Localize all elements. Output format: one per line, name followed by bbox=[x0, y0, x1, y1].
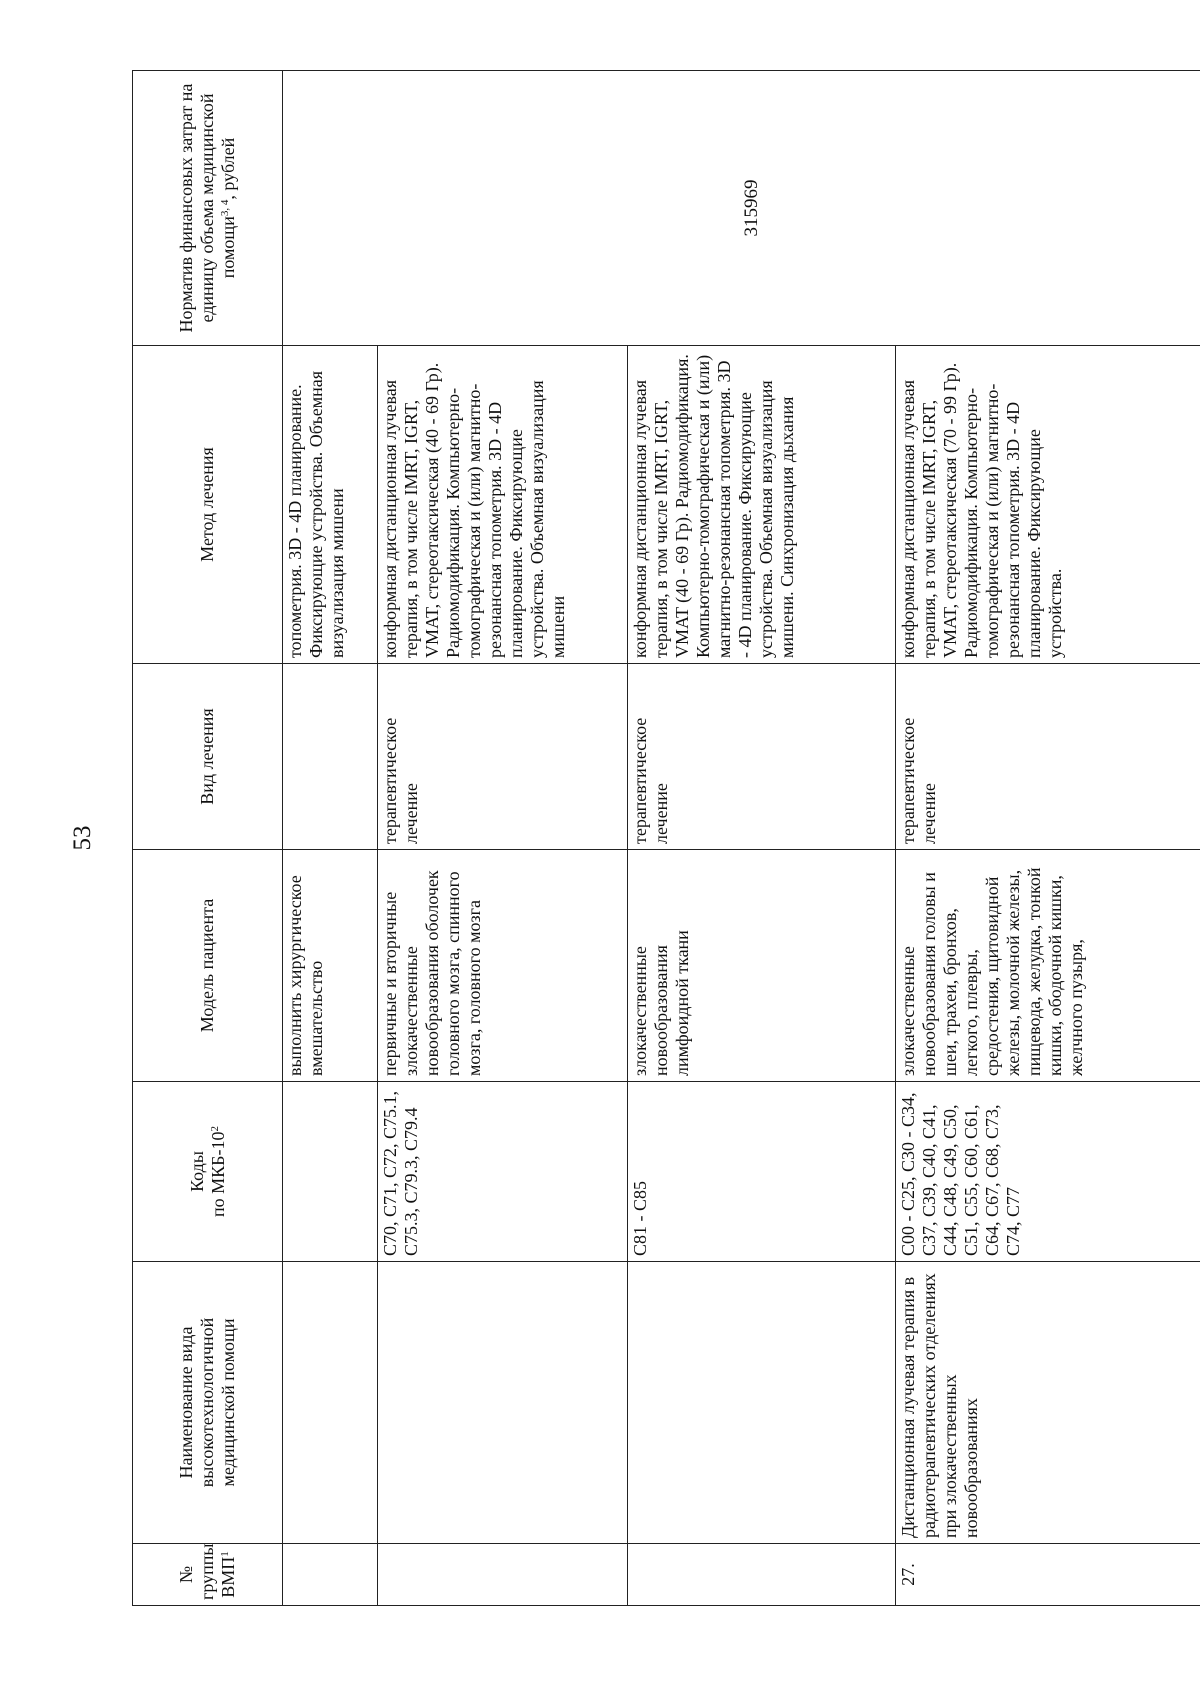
header-norm-tail: , рублей bbox=[218, 137, 238, 200]
cell-treatment-method: конформная дистанционная лучевая терапия, в том числе IMRT, IGRT, VMAT, стереотаксическая (40 - 69 Гр). Радиомодификация. Компьютерно-томографическая и (или) магнитно-резонансная топометрия. 3D - 4D планирование. Фиксирующие устройства. Объемная визуализация мишени bbox=[377, 346, 627, 664]
header-treatment-type: Вид лечения bbox=[133, 664, 283, 850]
cell-group-number bbox=[628, 1544, 896, 1606]
cell-patient-model: злокачественные новообразования головы и шеи, трахеи, бронхов, легкого, плевры, средостения, щитовидной железы, молочной железы, пищевода, желудка, тонкой кишки, ободочной кишки, желчного пузыря, bbox=[896, 850, 1200, 1082]
header-num-line2: группы bbox=[197, 1543, 217, 1600]
cell-group-number bbox=[377, 1544, 627, 1606]
header-vmp-name: Наименование вида высокотехнологичной медицинской помощи bbox=[133, 1262, 283, 1544]
cell-patient-model: выполнить хирургическое вмешательство bbox=[283, 850, 378, 1082]
cell-vmp-name bbox=[283, 1262, 378, 1544]
table-header-row bbox=[133, 71, 283, 1606]
vmp-table-frame bbox=[132, 70, 1200, 1606]
vmp-table bbox=[132, 70, 1200, 1606]
page-number: 53 bbox=[69, 825, 96, 851]
cell-treatment-method: конформная дистанционная лучевая терапия, в том числе IMRT, IGRT, VMAT, стереотаксическая (70 - 99 Гр). Радиомодификация. Компьютерно-томографическая и (или) магнитно-резонансная топометрия. 3D - 4D планирование. Фиксирующие устройства. bbox=[896, 346, 1200, 664]
header-icd-codes bbox=[133, 1082, 283, 1262]
header-norm-footnote: 3, 4 bbox=[219, 199, 231, 217]
cell-cost-standard: 315969 bbox=[283, 71, 1200, 346]
header-treatment-method: Метод лечения bbox=[133, 346, 283, 664]
cell-treatment-type: терапевтическое лечение bbox=[628, 664, 896, 850]
cell-treatment-method: топометрия. 3D - 4D планирование. Фиксирующие устройства. Объемная визуализация мишени bbox=[283, 346, 378, 664]
cell-icd-codes bbox=[283, 1082, 378, 1262]
cell-group-number: 27. bbox=[896, 1544, 1200, 1606]
cell-icd-codes: C70, C71, C72, C75.1, C75.3, C79.3, C79.4 bbox=[377, 1082, 627, 1262]
table-row bbox=[283, 71, 378, 1606]
header-codes-line2-wrap bbox=[208, 1087, 229, 1256]
header-num-line3: ВМП bbox=[218, 1556, 238, 1598]
header-patient-model: Модель пациента bbox=[133, 850, 283, 1082]
cell-icd-codes: C81 - C85 bbox=[628, 1082, 896, 1262]
header-num-line3-wrap bbox=[218, 1549, 239, 1600]
header-codes-line1: Коды bbox=[186, 1151, 207, 1192]
header-norm-text: Норматив финансовых затрат на единицу объема медицинской помощи bbox=[176, 83, 238, 333]
header-num-line1: № bbox=[176, 1565, 196, 1584]
header-codes-footnote: 2 bbox=[208, 1126, 221, 1132]
cell-vmp-name bbox=[377, 1262, 627, 1544]
header-group-number bbox=[133, 1544, 283, 1606]
header-codes-line2: по МКБ-10 bbox=[207, 1131, 228, 1217]
cell-vmp-name bbox=[628, 1262, 896, 1544]
cell-vmp-name: Дистанционная лучевая терапия в радиотерапевтических отделениях при злокачественных новообразованиях bbox=[896, 1262, 1200, 1544]
cell-patient-model: злокачественные новообразования лимфоидной ткани bbox=[628, 850, 896, 1082]
cell-treatment-type bbox=[283, 664, 378, 850]
header-num-footnote: 1 bbox=[219, 1551, 231, 1557]
header-cost-standard bbox=[133, 71, 283, 346]
cell-group-number bbox=[283, 1544, 378, 1606]
cell-icd-codes: C00 - C25, C30 - C34, C37, C39, C40, C41, C44, C48, C49, C50, C51, C55, C60, C61, C64, C67, C68, C73, C74, C77 bbox=[896, 1082, 1200, 1262]
cell-treatment-type: терапевтическое лечение bbox=[377, 664, 627, 850]
cell-patient-model: первичные и вторичные злокачественные новообразования оболочек головного мозга, спинного мозга, головного мозга bbox=[377, 850, 627, 1082]
cell-treatment-method: конформная дистанционная лучевая терапия, в том числе IMRT, IGRT, VMAT (40 - 69 Гр). Радиомодификация. Компьютерно-томографическая и (или) магнитно-резонансная топометрия. 3D - 4D планирование. Фиксирующие устройства. Объемная визуализация мишени. Синхронизация дыхания bbox=[628, 346, 896, 664]
cell-treatment-type: терапевтическое лечение bbox=[896, 664, 1200, 850]
